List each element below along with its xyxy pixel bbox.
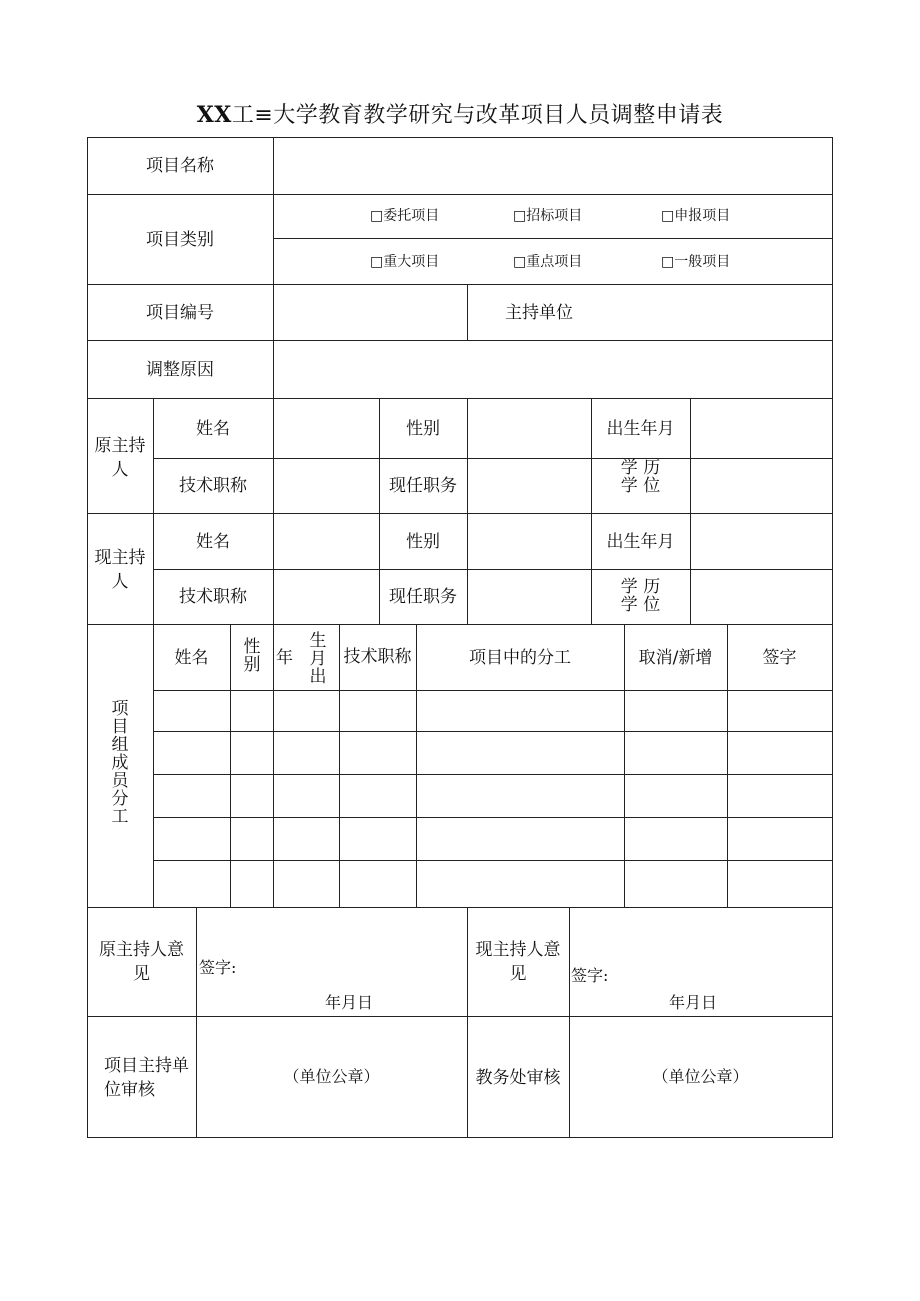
member-tech-title-header: 技术职称: [343, 647, 412, 667]
curr-education-label: 学 历: [620, 577, 661, 597]
unit-review-label: 项目主持单: [104, 1056, 189, 1076]
option-declared[interactable]: □申报项目: [661, 208, 731, 224]
orig-education-label: 学 历: [620, 458, 661, 478]
orig-gender-label: 性别: [406, 419, 440, 439]
current-date-field[interactable]: 年月日: [669, 993, 718, 1012]
member-birth-header: 生月出: [309, 631, 327, 687]
form-title: XX工≡大学教育教学研究与改革项目人员调整申请表: [196, 102, 724, 128]
orig-current-post-label: 现任职务: [389, 476, 457, 496]
unit-review-label-2: 位审核: [104, 1080, 155, 1100]
member-gender-header: 性别: [243, 637, 261, 675]
host-unit-label: 主持单位: [505, 303, 573, 323]
unit-seal: （单位公章）: [283, 1067, 380, 1086]
curr-gender-label: 性别: [406, 532, 440, 552]
project-name-label: 项目名称: [146, 156, 214, 176]
original-opinion-label: 原主持人意: [99, 940, 184, 960]
member-signature-header: 签字: [762, 648, 797, 668]
current-host-label: 现主持: [94, 548, 146, 568]
member-birth-year-header: 年: [276, 648, 293, 668]
curr-degree-label: 学 位: [620, 595, 661, 615]
curr-birth-label: 出生年月: [606, 532, 675, 552]
original-host-label: 原主持: [94, 436, 146, 456]
current-host-label-2: 人: [111, 572, 129, 592]
option-bidding[interactable]: □招标项目: [513, 208, 583, 224]
original-host-label-2: 人: [111, 460, 129, 480]
orig-degree-label: 学 位: [620, 476, 661, 496]
project-category-label: 项目类别: [146, 230, 214, 250]
orig-tech-title-label: 技术职称: [179, 476, 247, 496]
current-opinion-label-2: 见: [509, 964, 527, 984]
orig-birth-label: 出生年月: [606, 419, 675, 439]
option-key[interactable]: □重点项目: [513, 254, 583, 270]
original-opinion-label-2: 见: [133, 964, 150, 984]
member-cancel-add-header: 取消/新增: [638, 648, 713, 668]
curr-current-post-label: 现任职务: [389, 587, 457, 607]
orig-name-label: 姓名: [196, 419, 230, 439]
option-major[interactable]: □重大项目: [370, 254, 440, 270]
original-sign-field[interactable]: 签字:: [199, 958, 237, 977]
adjust-reason-label: 调整原因: [146, 360, 214, 380]
current-sign-field[interactable]: 签字:: [571, 966, 609, 985]
curr-tech-title-label: 技术职称: [179, 587, 247, 607]
member-division-header: 项目中的分工: [469, 648, 571, 668]
curr-name-label: 姓名: [196, 532, 230, 552]
option-entrusted[interactable]: □委托项目: [370, 208, 440, 224]
current-opinion-label: 现主持人意: [475, 940, 561, 960]
members-side-label: 项目组成员分工: [111, 699, 129, 827]
project-name-field[interactable]: [274, 138, 832, 194]
project-number-label: 项目编号: [146, 303, 214, 323]
option-general[interactable]: □一般项目: [661, 254, 731, 270]
member-name-header: 姓名: [174, 648, 209, 668]
academic-seal: （单位公章）: [652, 1067, 749, 1086]
academic-review-label: 教务处审核: [475, 1068, 561, 1088]
original-date-field[interactable]: 年月日: [325, 993, 374, 1012]
